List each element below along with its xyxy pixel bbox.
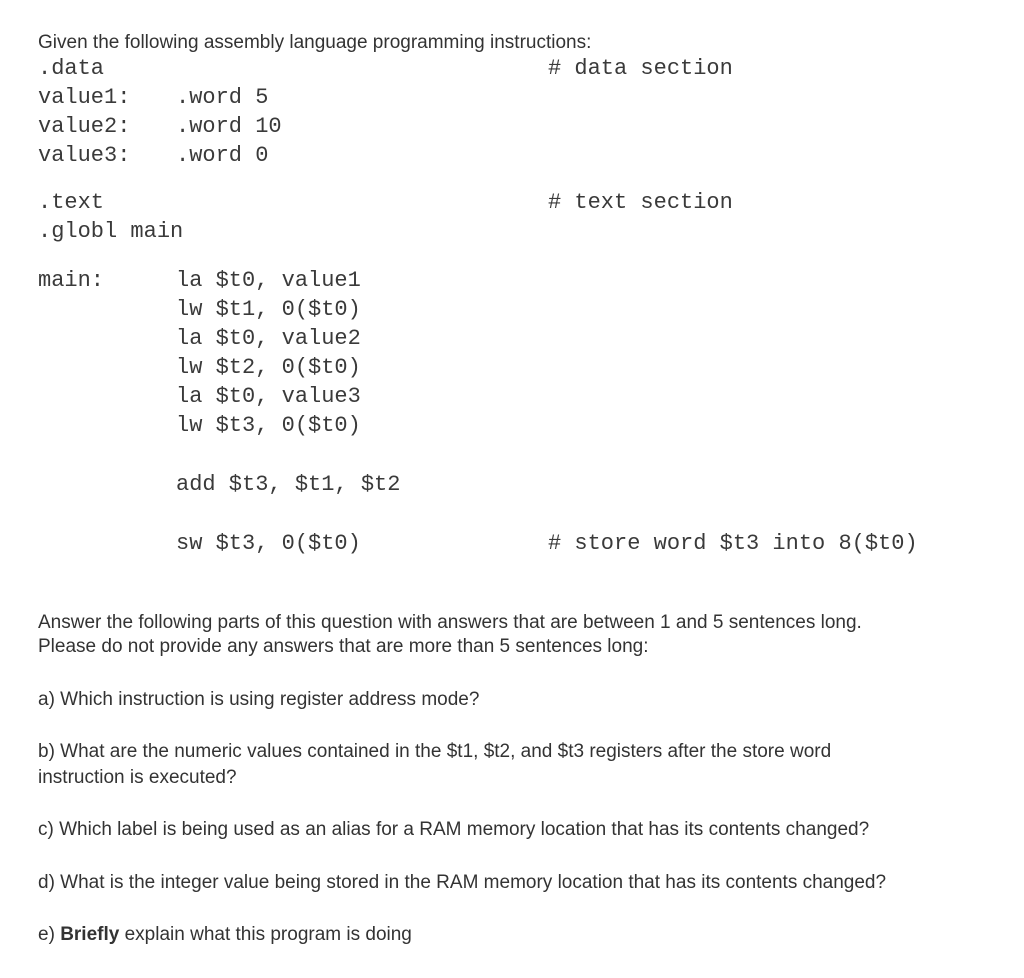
data-instr-3: .word 0 xyxy=(176,143,269,168)
answer-instruction-line-1: Answer the following parts of this question with answers that are between 1 and 5 sentences long. xyxy=(38,612,862,633)
main-instr-4: lw $t2, 0($t0) xyxy=(176,355,361,380)
question-b-line-1: b) What are the numeric values contained in the $t1, $t2, and $t3 registers after the store word xyxy=(38,741,832,762)
data-label-1: value1: xyxy=(38,85,131,110)
data-instr-2: .word 10 xyxy=(176,114,282,139)
main-instr-6: lw $t3, 0($t0) xyxy=(176,413,361,438)
data-comment: # data section xyxy=(548,56,733,81)
data-directive: .data xyxy=(38,56,105,81)
data-label-2: value2: xyxy=(38,114,131,139)
main-instr-1: la $t0, value1 xyxy=(176,268,361,293)
data-label-3: value3: xyxy=(38,143,131,168)
question-e-prefix: e) xyxy=(38,924,61,945)
sw-comment: # store word $t3 into 8($t0) xyxy=(548,531,918,556)
question-c: c) Which label is being used as an alias for a RAM memory location that has its contents changed? xyxy=(38,819,870,840)
question-a: a) Which instruction is using register address mode? xyxy=(38,689,480,710)
question-b-line-2: instruction is executed? xyxy=(38,767,237,788)
main-instr-2: lw $t1, 0($t0) xyxy=(176,297,361,322)
question-e-bold: Briefly xyxy=(60,924,120,945)
main-instr-3: la $t0, value2 xyxy=(176,326,361,351)
question-d: d) What is the integer value being stored in the RAM memory location that has its contents changed? xyxy=(38,872,887,893)
text-comment: # text section xyxy=(548,190,733,215)
text-directive: .text xyxy=(38,190,105,215)
data-instr-1: .word 5 xyxy=(176,85,269,110)
question-e xyxy=(38,924,412,946)
globl-directive: .globl main xyxy=(38,219,184,244)
intro-text: Given the following assembly language programming instructions: xyxy=(38,32,592,53)
answer-instruction-line-2: Please do not provide any answers that are more than 5 sentences long: xyxy=(38,636,649,657)
main-label: main: xyxy=(38,268,105,293)
sw-instruction: sw $t3, 0($t0) xyxy=(176,531,361,556)
add-instruction: add $t3, $t1, $t2 xyxy=(176,472,401,497)
question-e-suffix: explain what this program is doing xyxy=(119,924,412,945)
main-instr-5: la $t0, value3 xyxy=(176,384,361,409)
